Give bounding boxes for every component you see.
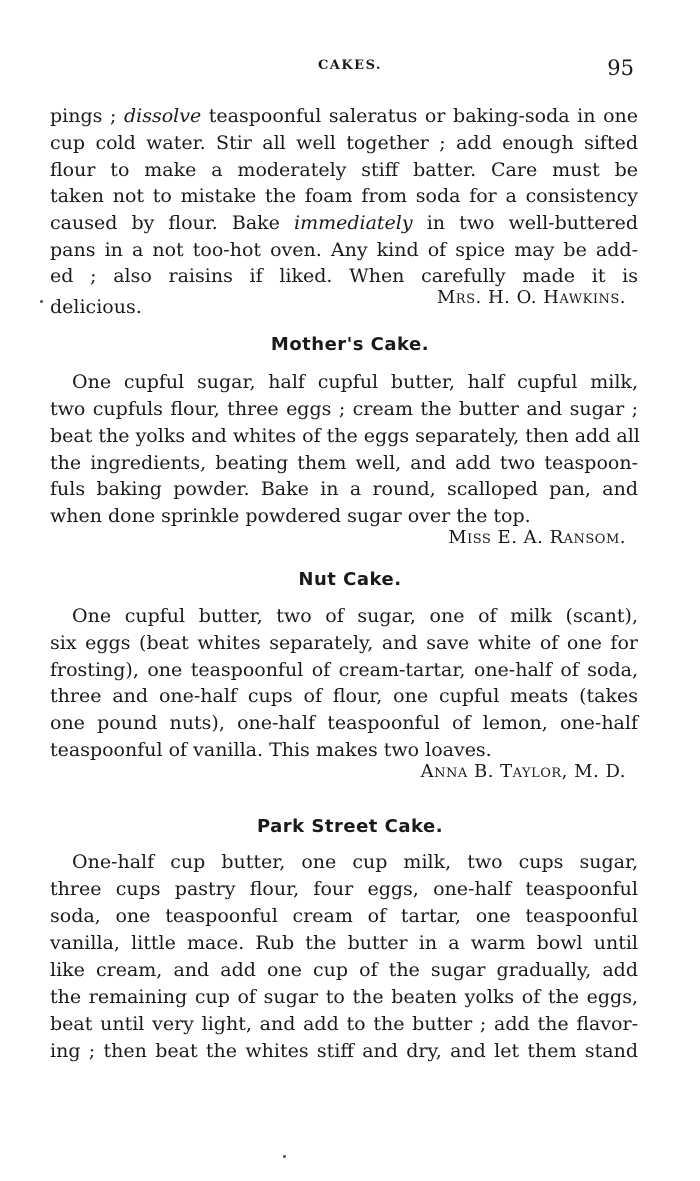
recipe-line: six eggs (beat whites separately, and save white of one for xyxy=(50,632,638,654)
recipe-title-mothers-cake: Mother's Cake. xyxy=(270,334,430,355)
intro-line: flour to make a moderately stiff batter. Care must be xyxy=(50,159,638,181)
recipe-line: One cupful sugar, half cupful butter, half cupful milk, xyxy=(72,371,638,393)
intro-line: pans in a not too-hot oven. Any kind of spice may be add- xyxy=(50,239,638,261)
recipe-line: like cream, and add one cup of the sugar gradually, add xyxy=(50,959,638,981)
print-speck xyxy=(40,300,43,303)
immediately-emphasis: immediately xyxy=(294,212,413,234)
running-title: CAKES. xyxy=(317,58,383,73)
signature-hawkins: Mrs. H. O. Hawkins. xyxy=(436,287,626,308)
intro-line: ed ; also raisins if liked. When carefully made it is xyxy=(50,265,638,287)
recipe-line: teaspoonful of vanilla. This makes two loaves. xyxy=(50,739,492,761)
recipe-line: the ingredients, beating them well, and add two teaspoon- xyxy=(50,452,638,474)
recipe-line: one pound nuts), one-half teaspoonful of lemon, one-half xyxy=(50,712,638,734)
recipe-line: frosting), one teaspoonful of cream-tartar, one-half of soda, xyxy=(50,659,638,681)
recipe-title-park-street-cake: Park Street Cake. xyxy=(256,816,444,837)
recipe-line: soda, one teaspoonful cream of tartar, one teaspoonful xyxy=(50,905,638,927)
recipe-line: beat until very light, and add to the butter ; add the flavor- xyxy=(50,1013,638,1035)
recipe-line: three cups pastry flour, four eggs, one-half teaspoonful xyxy=(50,878,638,900)
recipe-line: three and one-half cups of flour, one cupful meats (takes xyxy=(50,685,638,707)
signature-ransom: Miss E. A. Ransom. xyxy=(448,527,626,548)
running-head xyxy=(0,56,700,80)
dissolve-emphasis: dissolve xyxy=(123,105,202,127)
recipe-line: vanilla, little mace. Rub the butter in a warm bowl until xyxy=(50,932,638,954)
recipe-line: two cupfuls flour, three eggs ; cream the butter and sugar ; xyxy=(50,398,638,420)
intro-line: caused by flour. Bake immediately in two well-buttered xyxy=(50,212,638,234)
recipe-line: One-half cup butter, one cup milk, two cups sugar, xyxy=(72,851,638,873)
intro-line: delicious. xyxy=(50,296,142,318)
intro-line: taken not to mistake the foam from soda for a consistency xyxy=(50,185,638,207)
recipe-line: fuls baking powder. Bake in a round, scalloped pan, and xyxy=(50,478,638,500)
page-number: 95 xyxy=(607,56,634,80)
recipe-line: ing ; then beat the whites stiff and dry, and let them stand xyxy=(50,1040,638,1062)
recipe-title-nut-cake: Nut Cake. xyxy=(298,569,402,590)
recipe-line: the remaining cup of sugar to the beaten yolks of the eggs, xyxy=(50,986,638,1008)
recipe-line: One cupful butter, two of sugar, one of milk (scant), xyxy=(72,605,638,627)
intro-line: cup cold water. Stir all well together ; add enough sifted xyxy=(50,132,638,154)
recipe-line: when done sprinkle powdered sugar over the top. xyxy=(50,505,531,527)
signature-taylor: Anna B. Taylor, M. D. xyxy=(420,761,626,782)
recipe-line: beat the yolks and whites of the eggs separately, then add all xyxy=(50,425,640,447)
print-speck xyxy=(283,1155,286,1158)
intro-line: pings ; dissolve teaspoonful saleratus or baking-soda in one xyxy=(50,105,638,127)
